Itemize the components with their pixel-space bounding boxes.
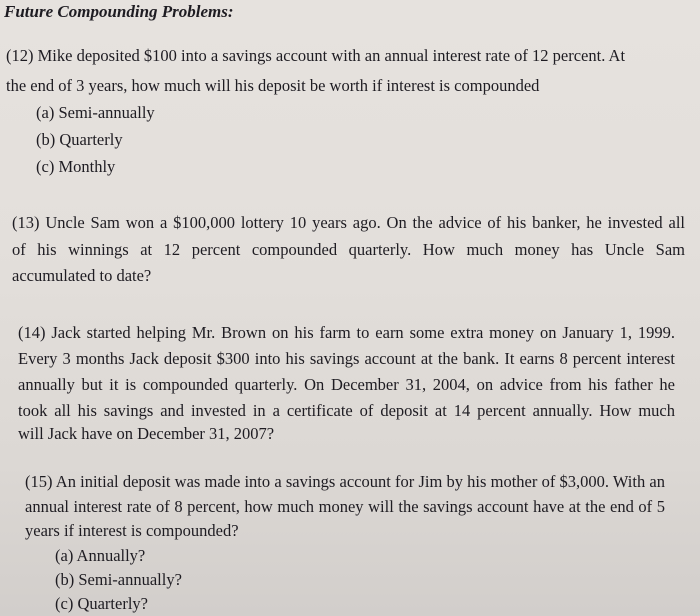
problem-12-option-c: (c) Monthly [36, 157, 116, 176]
problem-15-line-1: (15) An initial deposit was made into a savings account for Jim by his mother of $3,000. With an [25, 472, 665, 491]
problem-12-option-a: (a) Semi-annually [36, 103, 155, 122]
problem-13-line-2: of his winnings at 12 percent compounded quarterly. How much money has Uncle Sam [12, 240, 685, 259]
problem-14-line-1: (14) Jack started helping Mr. Brown on his farm to earn some extra money on January 1, 1999. [18, 323, 675, 342]
problem-15-line-3: years if interest is compounded? [25, 521, 239, 540]
problem-14-line-5: will Jack have on December 31, 2007? [18, 424, 275, 443]
problem-14-line-3: annually but it is compounded quarterly. On December 31, 2004, on advice from his father he [18, 375, 675, 394]
problem-13-line-1: (13) Uncle Sam won a $100,000 lottery 10 years ago. On the advice of his banker, he invested all [12, 213, 685, 232]
problem-14-line-4: took all his savings and invested in a certificate of deposit at 14 percent annually. How much [18, 401, 675, 420]
problem-12-line-2: the end of 3 years, how much will his deposit be worth if interest is compounded [6, 76, 540, 95]
problem-15-option-a: (a) Annually? [55, 546, 146, 565]
problem-14-line-2: Every 3 months Jack deposit $300 into his savings account at the bank. It earns 8 percent interest [18, 349, 675, 368]
problem-15-option-c: (c) Quarterly? [55, 594, 148, 613]
worksheet-title: Future Compounding Problems: [4, 2, 234, 21]
problem-13-line-3: accumulated to date? [12, 266, 152, 285]
problem-12-option-b: (b) Quarterly [36, 130, 123, 149]
problem-12-line-1: (12) Mike deposited $100 into a savings account with an annual interest rate of 12 percent. At [6, 46, 626, 65]
problem-15-option-b: (b) Semi-annually? [55, 570, 182, 589]
problem-15-line-2: annual interest rate of 8 percent, how much money will the savings account have at the end of 5 [25, 497, 665, 516]
